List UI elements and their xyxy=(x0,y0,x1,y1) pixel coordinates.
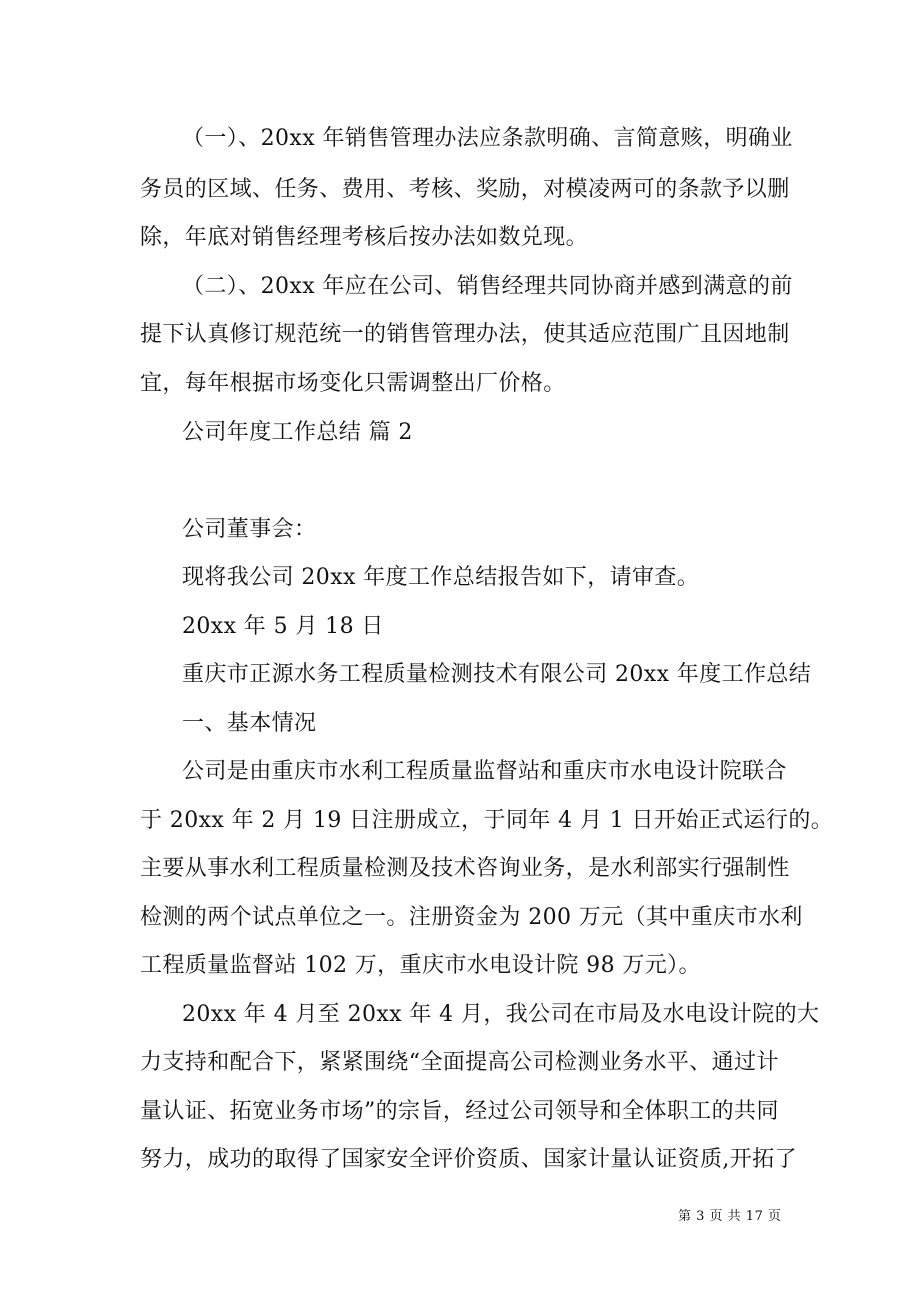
paragraph-line: 工程质量监督站 102 万，重庆市水电设计院 98 万元）。 xyxy=(140,953,701,978)
paragraph-line: 务员的区域、任务、费用、考核、奖励，对模凌两可的条款予以删 xyxy=(140,177,790,202)
paragraph-line: 宜，每年根据市场变化只需调整出厂价格。 xyxy=(140,371,566,396)
paragraph-line: 提下认真修订规范统一的销售管理办法，使其适应范围广且因地制 xyxy=(140,322,790,347)
salutation: 公司董事会： xyxy=(182,517,317,542)
paragraph-line: 除，年底对销售经理考核后按办法如数兑现。 xyxy=(140,225,589,250)
paragraph-line: 力支持和配合下，紧紧围绕“全面提高公司检测业务水平、通过计 xyxy=(140,1050,779,1075)
paragraph-line: 检测的两个试点单位之一。注册资金为 200 万元（其中重庆市水利 xyxy=(140,905,803,930)
date-line: 20xx 年 5 月 18 日 xyxy=(182,614,384,639)
section-heading: 一、基本情况 xyxy=(182,711,317,736)
section-heading: 公司年度工作总结 篇 2 xyxy=(182,420,413,445)
paragraph-line: 于 20xx 年 2 月 19 日注册成立，于同年 4 月 1 日开始正式运行的。 xyxy=(140,808,834,833)
paragraph-line: （二）、20xx 年应在公司、销售经理共同协商并感到满意的前 xyxy=(182,274,793,299)
report-title: 重庆市正源水务工程质量检测技术有限公司 20xx 年度工作总结 xyxy=(182,662,812,687)
paragraph-line: 主要从事水利工程质量检测及技术咨询业务，是水利部实行强制性 xyxy=(140,856,790,881)
paragraph-line: 公司是由重庆市水利工程质量监督站和重庆市水电设计院联合 xyxy=(182,759,787,784)
page-number: 第 3 页 共 17 页 xyxy=(678,1209,782,1224)
paragraph-line: 量认证、拓宽业务市场”的宗旨，经过公司领导和全体职工的共同 xyxy=(140,1099,779,1124)
paragraph-line: 20xx 年 4 月至 20xx 年 4 月，我公司在市局及水电设计院的大 xyxy=(182,1002,820,1027)
paragraph-line: （一）、20xx 年销售管理办法应条款明确、言简意赅，明确业 xyxy=(182,126,793,151)
paragraph-line: 努力，成功的取得了国家安全评价资质、国家计量认证资质,开拓了 xyxy=(140,1147,797,1172)
paragraph-line: 现将我公司 20xx 年度工作总结报告如下，请审查。 xyxy=(182,565,700,590)
